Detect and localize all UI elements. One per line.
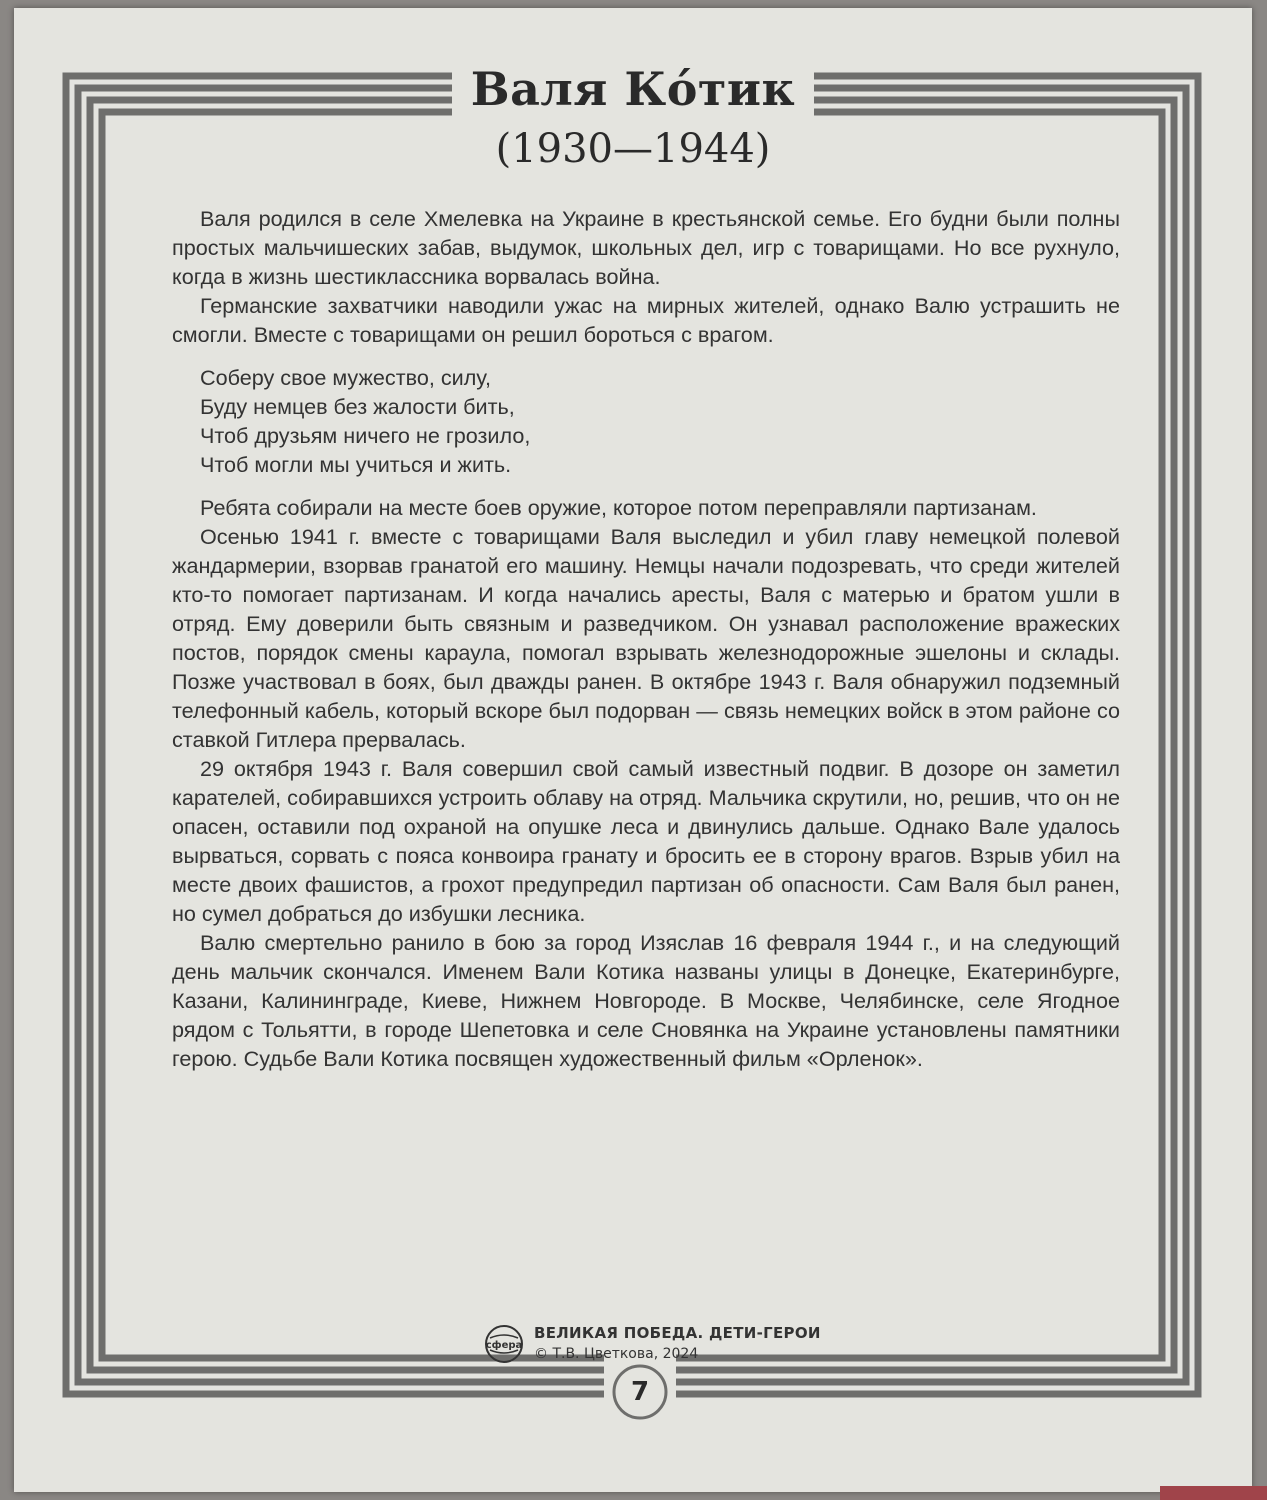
logo-text: сфера [485,1340,523,1351]
paragraph: 29 октября 1943 г. Валя совершил свой самый известный подвиг. В дозоре он заметил карателей, собиравшихся устроить облаву на отряд. Мальчика скрутили, но, решив, что он не опасен, оставили под охраной на опушке леса и двинулись дальше. Однако Вале удалось вырваться, сорвать с пояса конвоира гранату и бросить ее в сторону врагов. Взрыв убил на месте двоих фашистов, а грохот предупредил партизан об опасности. Сам Валя был ранен, но сумел добраться до избушки лесника. [172,756,1120,926]
paragraph: Валю смертельно ранило в бою за город Изяслав 16 февраля 1944 г., и на следующий день мальчик скончался. Именем Вали Котика названы улицы в Донецке, Екатеринбурге, Казани, Калининграде, Киеве, Нижнем Новгороде. В Москве, Челябинске, селе Ягодное рядом с Тольятти, в городе Шепетовка и селе Сновянка на Украине установлены памятники герою. Судьбе Вали Котика посвящен художественный фильм «Орленок». [172,930,1120,1071]
book-page [14,8,1252,1492]
paragraph: Ребята собирали на месте боев оружие, которое потом переправляли партизанам. [200,495,1037,520]
cover-edge [1160,1486,1267,1500]
poem-line: Буду немцев без жалости бить, [200,394,515,419]
poem [200,363,1120,479]
paragraph: Валя родился в селе Хмелевка на Украине в крестьянской семье. Его будни были полны простых мальчишеских забав, выдумок, школьных дел, игр с товарищами. Но все рухнуло, когда в жизнь шестиклассника ворвалась война. [172,206,1120,289]
page-title: Валя Ко́тик [470,62,796,116]
paragraph: Осенью 1941 г. вместе с товарищами Валя выследил и убил главу немецкой полевой жандармерии, взорвав гранатой его машину. Немцы начали подозревать, что среди жителей кто-то помогает партизанам. И когда начались аресты, Валя с матерью и братом ушли в отряд. Ему доверили быть связным и разведчиком. Он узнавал расположение вражеских постов, порядок смены караула, помогал взрывать железнодорожные эшелоны и склады. Позже участвовал в боях, был дважды ранен. В октябре 1943 г. Валя обнаружил подземный телефонный кабель, который вскоре был подорван — связь немецких войск в этом районе со ставкой Гитлера прервалась. [172,524,1120,752]
life-years: (1930—1944) [495,126,771,172]
page-number: 7 [630,1377,650,1407]
poem-line: Чтоб могли мы учиться и жить. [200,452,512,477]
copyright: © Т.В. Цветкова, 2024 [534,1346,699,1362]
sfera-logo-icon [484,1324,524,1364]
poem-line: Чтоб друзьям ничего не грозило, [200,423,531,448]
paragraph: Германские захватчики наводили ужас на мирных жителей, однако Валю устрашить не смогли. Вместе с товарищами он решил бороться с врагом. [172,293,1120,347]
poem-line: Соберу свое мужество, силу, [200,365,491,390]
publisher-footer [484,1322,844,1370]
article-body [172,204,1120,1073]
series-title: ВЕЛИКАЯ ПОБЕДА. ДЕТИ-ГЕРОИ [534,1324,821,1342]
